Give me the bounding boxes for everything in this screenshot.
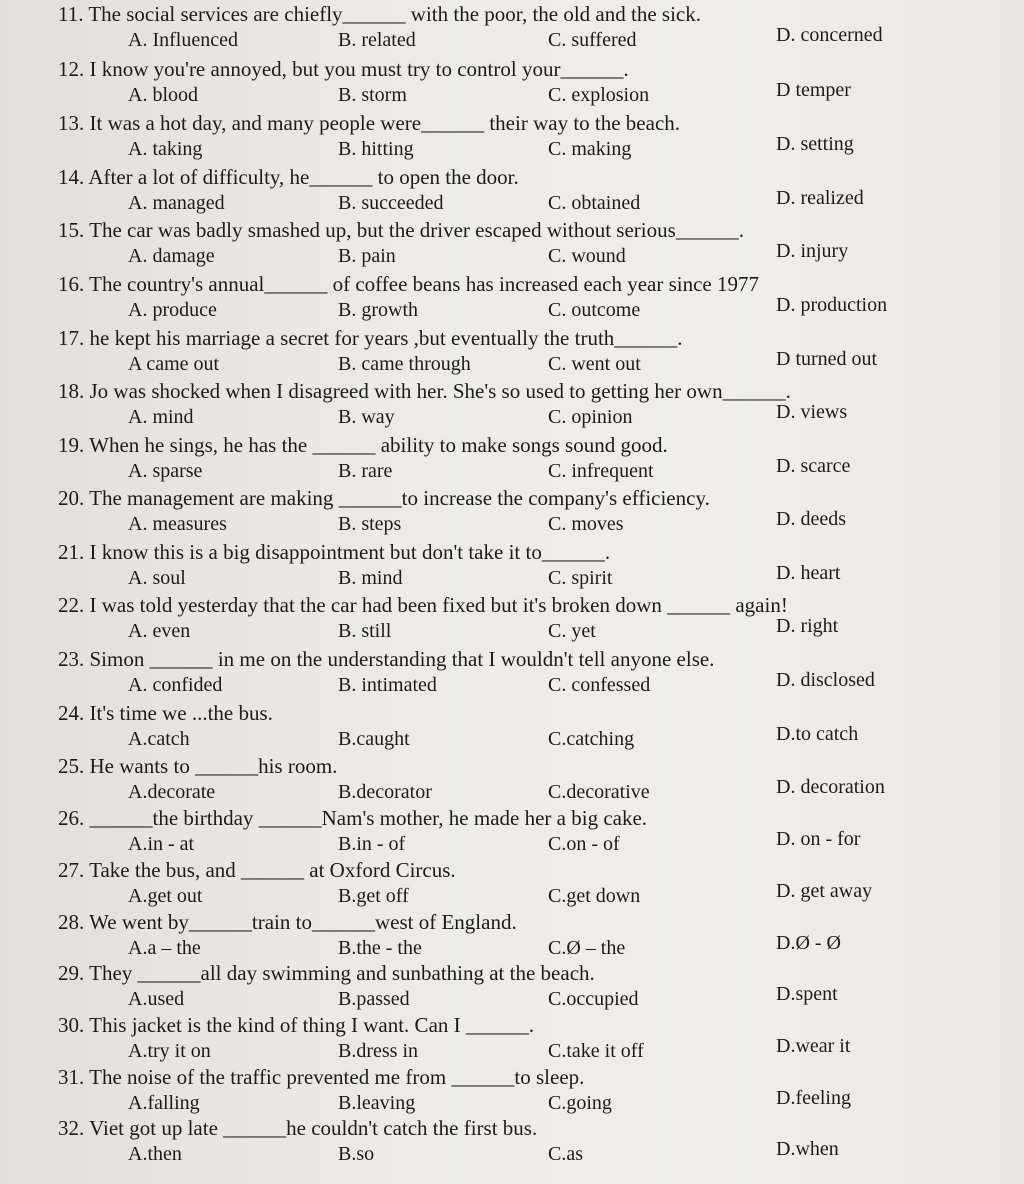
- option-a: A. produce: [128, 299, 217, 321]
- option-b: B.caught: [338, 728, 410, 750]
- option-d: D.feeling: [776, 1087, 851, 1109]
- option-b: B. related: [338, 29, 416, 51]
- question-19: [58, 433, 1008, 486]
- option-b: B. storm: [338, 84, 407, 106]
- option-a: A. taking: [128, 138, 203, 160]
- option-b: B.in - of: [338, 833, 406, 855]
- option-c: C.as: [548, 1143, 583, 1165]
- question-20: [58, 486, 1008, 539]
- option-a: A.try it on: [128, 1040, 211, 1062]
- option-a: A. blood: [128, 84, 198, 106]
- option-b: B.so: [338, 1143, 375, 1165]
- question-18: [58, 379, 1008, 432]
- option-b: B.passed: [338, 988, 410, 1010]
- option-d: D. production: [776, 294, 888, 316]
- option-a: A. confided: [128, 674, 223, 696]
- question-stem: 16. The country's annual______ of coffee beans has increased each year since 1977: [58, 272, 759, 296]
- option-c: C.occupied: [548, 988, 639, 1010]
- option-a: A came out: [128, 353, 220, 375]
- question-12: [58, 57, 1008, 110]
- option-b: B. way: [338, 406, 395, 428]
- option-c: C. suffered: [548, 29, 637, 51]
- option-a: A. sparse: [128, 460, 203, 482]
- question-21: [58, 540, 1008, 593]
- option-c: C.get down: [548, 885, 641, 907]
- question-stem: 12. I know you're annoyed, but you must try to control your______.: [58, 57, 629, 81]
- question-stem: 29. They ______all day swimming and sunbathing at the beach.: [58, 961, 595, 985]
- option-b: B.leaving: [338, 1092, 416, 1114]
- option-d: D. views: [776, 401, 848, 423]
- question-15: [58, 218, 1008, 271]
- option-a: A.used: [128, 988, 185, 1010]
- question-31: [58, 1065, 1008, 1118]
- question-stem: 20. The management are making ______to increase the company's efficiency.: [58, 486, 710, 510]
- option-c: C. infrequent: [548, 460, 654, 482]
- option-c: C.on - of: [548, 833, 620, 855]
- question-stem: 17. he kept his marriage a secret for years ,but eventually the truth______.: [58, 326, 683, 350]
- option-d: D. decoration: [776, 776, 885, 798]
- question-stem: 15. The car was badly smashed up, but the driver escaped without serious______.: [58, 218, 745, 242]
- question-17: [58, 326, 1008, 379]
- question-13: [58, 111, 1008, 164]
- option-c: C. making: [548, 138, 632, 160]
- question-27: [58, 858, 1008, 911]
- question-29: [58, 961, 1008, 1014]
- option-d: D. on - for: [776, 828, 861, 850]
- option-b: B. steps: [338, 513, 402, 535]
- option-d: D temper: [776, 79, 851, 101]
- option-d: D. right: [776, 615, 839, 637]
- question-stem: 21. I know this is a big disappointment but don't take it to______.: [58, 540, 611, 564]
- question-26: [58, 806, 1008, 859]
- question-11: [58, 2, 1008, 55]
- option-b: B. succeeded: [338, 192, 444, 214]
- option-c: C.Ø – the: [548, 937, 626, 959]
- option-b: B. growth: [338, 299, 418, 321]
- question-stem: 19. When he sings, he has the ______ ability to make songs sound good.: [58, 433, 668, 457]
- option-d: D. scarce: [776, 455, 851, 477]
- option-d: D.wear it: [776, 1035, 851, 1057]
- option-a: A.decorate: [128, 781, 216, 803]
- question-stem: 25. He wants to ______his room.: [58, 754, 338, 778]
- option-c: C. went out: [548, 353, 641, 375]
- option-c: C. confessed: [548, 674, 651, 696]
- option-b: B. came through: [338, 353, 471, 375]
- option-d: D. realized: [776, 187, 864, 209]
- option-b: B. mind: [338, 567, 403, 589]
- option-d: D.Ø - Ø: [776, 932, 841, 954]
- option-a: A. measures: [128, 513, 227, 535]
- option-a: A. mind: [128, 406, 194, 428]
- option-c: C. opinion: [548, 406, 633, 428]
- question-stem: 31. The noise of the traffic prevented me from ______to sleep.: [58, 1065, 585, 1089]
- question-23: [58, 647, 1008, 700]
- option-a: A. Influenced: [128, 29, 238, 51]
- option-c: C. explosion: [548, 84, 650, 106]
- option-d: D. deeds: [776, 508, 846, 530]
- option-a: A.falling: [128, 1092, 200, 1114]
- option-b: B.the - the: [338, 937, 422, 959]
- question-stem: 18. Jo was shocked when I disagreed with her. She's so used to getting her own______.: [58, 379, 791, 403]
- question-stem: 14. After a lot of difficulty, he______ to open the door.: [58, 165, 519, 189]
- question-stem: 11. The social services are chiefly______ with the poor, the old and the sick.: [58, 2, 701, 26]
- option-c: C. wound: [548, 245, 626, 267]
- question-stem: 32. Viet got up late ______he couldn't catch the first bus.: [58, 1116, 538, 1140]
- option-a: A. damage: [128, 245, 215, 267]
- option-d: D. injury: [776, 240, 849, 262]
- option-b: B.decorator: [338, 781, 432, 803]
- question-stem: 28. We went by______train to______west of England.: [58, 910, 517, 934]
- option-b: B. rare: [338, 460, 393, 482]
- question-32: [58, 1116, 1008, 1169]
- option-d: D. concerned: [776, 24, 883, 46]
- option-c: C. spirit: [548, 567, 613, 589]
- option-a: A.in - at: [128, 833, 195, 855]
- option-d: D turned out: [776, 348, 878, 370]
- option-a: A.then: [128, 1143, 182, 1165]
- option-c: C. moves: [548, 513, 624, 535]
- question-30: [58, 1013, 1008, 1066]
- question-stem: 22. I was told yesterday that the car had been fixed but it's broken down ______ again!: [58, 593, 788, 617]
- option-d: D. setting: [776, 133, 854, 155]
- question-22: [58, 593, 1008, 646]
- option-c: C. yet: [548, 620, 596, 642]
- question-stem: 27. Take the bus, and ______ at Oxford Circus.: [58, 858, 456, 882]
- option-c: C. outcome: [548, 299, 641, 321]
- question-25: [58, 754, 1008, 807]
- option-c: C. obtained: [548, 192, 641, 214]
- option-a: A.a – the: [128, 937, 201, 959]
- option-a: A. even: [128, 620, 191, 642]
- option-d: D. get away: [776, 880, 873, 902]
- question-stem: 24. It's time we ...the bus.: [58, 701, 273, 725]
- option-d: D.to catch: [776, 723, 859, 745]
- option-b: B. still: [338, 620, 392, 642]
- question-14: [58, 165, 1008, 218]
- option-c: C.catching: [548, 728, 635, 750]
- option-b: B.get off: [338, 885, 409, 907]
- option-c: C.decorative: [548, 781, 650, 803]
- option-c: C.take it off: [548, 1040, 644, 1062]
- option-d: D.spent: [776, 983, 838, 1005]
- option-b: B. pain: [338, 245, 396, 267]
- option-a: A. managed: [128, 192, 225, 214]
- question-16: [58, 272, 1008, 325]
- question-stem: 23. Simon ______ in me on the understanding that I wouldn't tell anyone else.: [58, 647, 715, 671]
- option-d: D.when: [776, 1138, 839, 1160]
- option-b: B. hitting: [338, 138, 414, 160]
- option-a: A.get out: [128, 885, 203, 907]
- option-d: D. heart: [776, 562, 841, 584]
- option-d: D. disclosed: [776, 669, 875, 691]
- option-b: B.dress in: [338, 1040, 418, 1062]
- question-stem: 30. This jacket is the kind of thing I want. Can I ______.: [58, 1013, 535, 1037]
- question-stem: 13. It was a hot day, and many people were______ their way to the beach.: [58, 111, 681, 135]
- option-a: A. soul: [128, 567, 186, 589]
- option-a: A.catch: [128, 728, 190, 750]
- question-stem: 26. ______the birthday ______Nam's mother, he made her a big cake.: [58, 806, 648, 830]
- question-28: [58, 910, 1008, 963]
- option-c: C.going: [548, 1092, 612, 1114]
- question-24: [58, 701, 1008, 754]
- option-b: B. intimated: [338, 674, 437, 696]
